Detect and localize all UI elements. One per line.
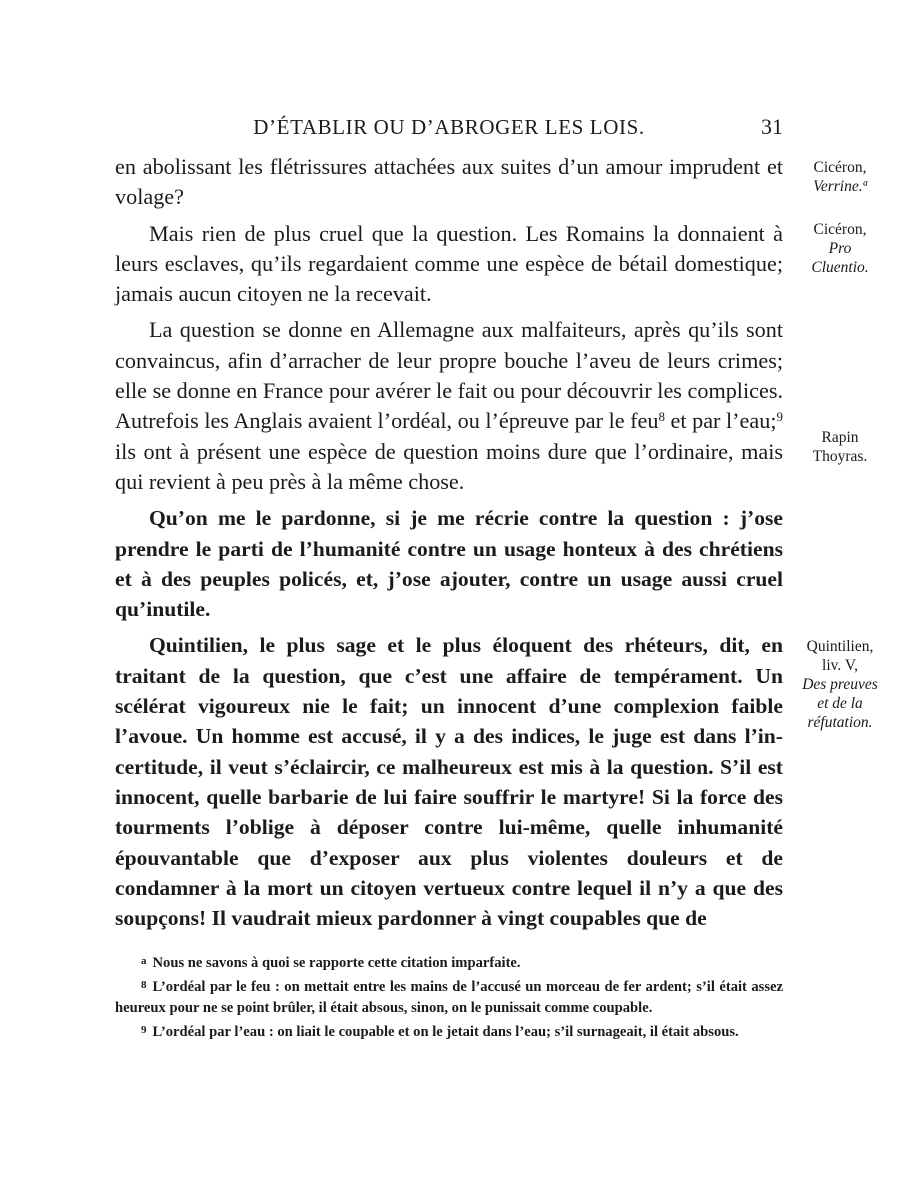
margin-note-ciceron-cluentio [800,220,880,277]
text-segment: Qu’on me le pardonne, si je me récrie contre la question : j’ose prendre le parti de l’humanité contre un usage honteux à des chrétiens et à des peuples policés, et, j’ose ajouter, contre un usage aussi cruel qu’inutile. [115,506,783,622]
footnote [115,1020,783,1043]
margin-note-line: liv. V, [822,657,858,674]
paragraph [115,152,783,213]
margin-note-line: Cicéron, [813,159,867,176]
footnote-mark: a [141,955,147,967]
page-number: 31 [761,114,783,139]
footnote-reference: 9 [776,409,784,425]
margin-note-rapin-thoyras [800,428,880,466]
footnote [115,975,783,1019]
paragraph [115,315,783,497]
text-segment: en abolissant les flétrissures attachées aux suites d’un amour imprudent et volage? [115,154,783,210]
margin-note-title: Des preuves [802,676,878,693]
paragraph [115,630,783,933]
running-title: D’ÉTABLIR OU D’ABROGER LES LOIS. [253,115,645,139]
paragraph [115,503,783,624]
text-segment: Mais rien de plus cruel que la question. Les Romains la donnaient à leurs esclaves, qu’ils regardaient comme une espèce de bétail domestique; jamais aucun citoyen ne la recevait. [115,220,783,307]
margin-note-quintilien [800,637,880,732]
margin-note-line: Quintilien, [806,638,874,655]
footnote-text: Nous ne savons à quoi se rapporte cette citation imparfaite. [152,955,521,971]
margin-note-ciceron-verrine [800,158,880,196]
footnote-text: L’ordéal par l’eau : on liait le coupable et on le jetait dans l’eau; s’il surnageait, il était absous. [152,1024,739,1040]
footnote-mark: 9 [141,1024,147,1036]
text-segment: La question se donne en Allemagne aux malfaiteurs, après qu’ils sont convaincus, afin d’arracher de leur propre bouche l’aveu de leurs crimes; elle se donne en France pour avérer le fait ou pour découvrir les complices. Autrefois les Anglais avaient l’ordéal, ou l’épreuve par le feu [115,317,783,434]
footnote-reference: 8 [658,409,665,425]
footnote [115,951,783,974]
footnotes [115,951,783,1044]
footnote-text: L’ordéal par le feu : on mettait entre les mains de l’accusé un morceau de fer ardent; s’il était assez heureux pour ne se point brûler, il était absous, sinon, on le punissait comme coupable. [115,979,783,1016]
paragraph [115,219,783,310]
margin-note-line: Rapin [821,429,859,446]
margin-note-title: Cluentio. [811,259,869,276]
margin-note-title: Pro [828,240,852,257]
text-segment: et par l’eau; [664,408,777,434]
margin-note-title: Verrine.ª [813,178,867,195]
footnote-mark: 8 [141,979,147,991]
main-text [115,152,783,939]
margin-note-title: réfutation. [807,714,873,731]
margin-note-title: et de la [817,695,863,712]
text-segment: ils ont à présent une espèce de question moins dure que l’ordinaire, mais qui revient à peu près à la même chose. [115,438,783,494]
page-header [115,115,783,141]
margin-note-line: Thoyras. [812,448,868,465]
margin-note-line: Cicéron, [813,221,867,238]
text-segment: Quintilien, le plus sage et le plus éloquent des rhéteurs, dit, en traitant de la question, que c’est une affaire de tempérament. Un scélérat vigoureux nie le fait; un innocent d’une complexion faible l’avoue. Un homme est accusé, il y a des indices, le juge est dans l’incertitude, il veut s’éclaircir, ce malheureux est mis à la question. S’il est innocent, quelle barbarie de lui faire souffrir le martyre! Si la force des tourments l’oblige à déposer contre lui-même, quelle inhumanité épouvantable que d’exposer aux plus violentes douleurs et de condamner à la mort un citoyen vertueux contre lequel il n’y a que des soupçons! Il vaudrait mieux pardonner à vingt coupables que de [115,633,783,931]
